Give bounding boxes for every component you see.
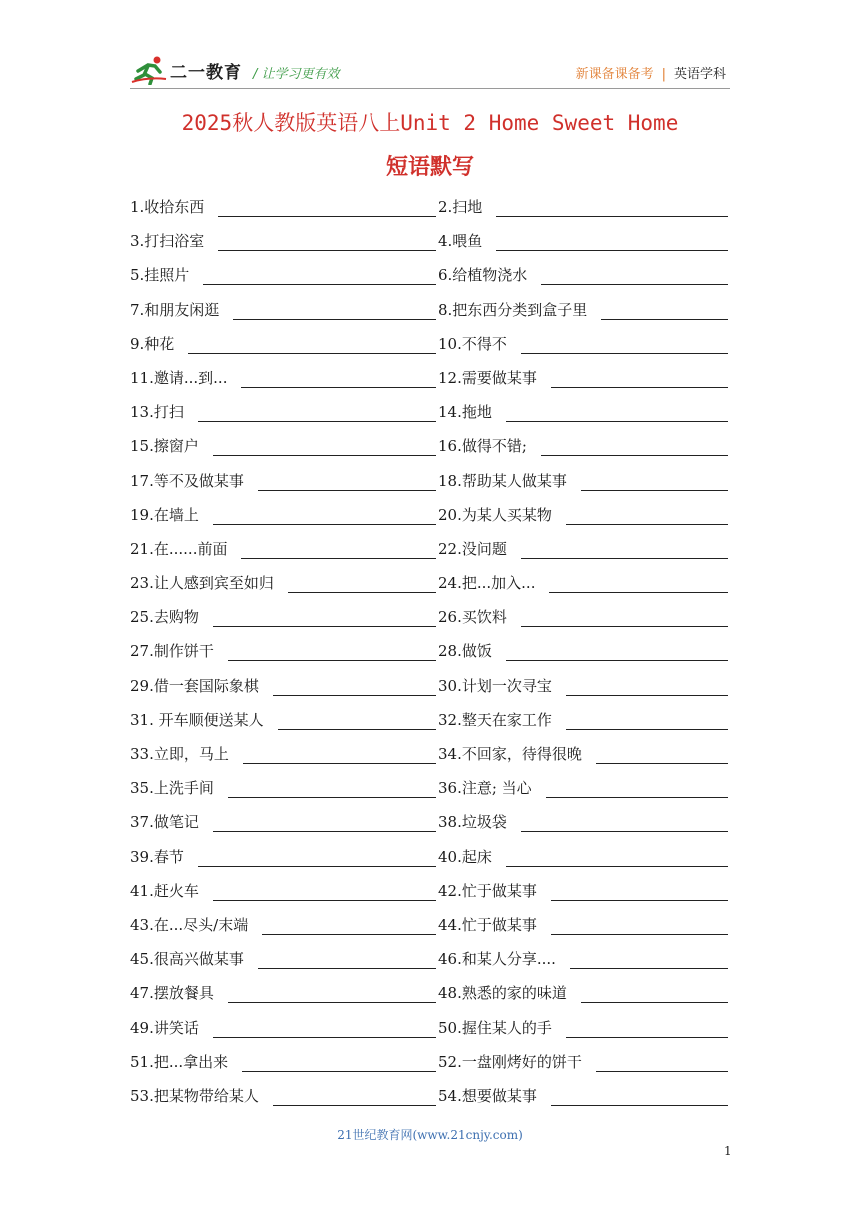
phrase-label: 46.和某人分享.... xyxy=(438,950,556,969)
answer-blank[interactable] xyxy=(273,680,436,696)
answer-blank[interactable] xyxy=(546,782,728,798)
phrase-row xyxy=(130,807,730,841)
answer-blank[interactable] xyxy=(241,372,436,388)
phrase-item xyxy=(438,811,728,832)
phrase-item xyxy=(438,846,728,867)
phrase-item xyxy=(438,880,728,901)
phrase-item xyxy=(438,709,728,730)
phrase-row xyxy=(130,568,730,602)
phrase-label: 54.想要做某事 xyxy=(438,1086,537,1105)
phrase-item xyxy=(438,777,728,798)
answer-blank[interactable] xyxy=(496,235,728,251)
phrase-row xyxy=(130,1013,730,1047)
phrase-item xyxy=(438,640,728,661)
answer-blank[interactable] xyxy=(521,338,728,354)
phrase-label: 11.邀请...到... xyxy=(130,368,228,387)
phrase-item xyxy=(438,606,728,627)
phrase-item xyxy=(130,880,436,901)
phrase-item xyxy=(130,948,436,969)
answer-blank[interactable] xyxy=(228,782,436,798)
phrase-row xyxy=(130,397,730,431)
phrase-row xyxy=(130,636,730,670)
answer-blank[interactable] xyxy=(521,611,728,627)
phrase-item xyxy=(438,333,728,354)
phrase-label: 53.把某物带给某人 xyxy=(130,1086,259,1105)
answer-blank[interactable] xyxy=(566,1022,728,1038)
phrase-label: 39.春节 xyxy=(130,847,184,866)
answer-blank[interactable] xyxy=(198,406,436,422)
phrase-item xyxy=(130,1017,436,1038)
phrase-item xyxy=(130,299,436,320)
answer-blank[interactable] xyxy=(596,748,728,764)
answer-blank[interactable] xyxy=(506,851,728,867)
header-subject xyxy=(576,63,726,82)
phrase-item xyxy=(438,470,728,491)
answer-blank[interactable] xyxy=(203,269,436,285)
phrase-label: 4.喂鱼 xyxy=(438,232,483,251)
phrase-row xyxy=(130,329,730,363)
phrase-row xyxy=(130,192,730,226)
answer-blank[interactable] xyxy=(551,1090,728,1106)
answer-blank[interactable] xyxy=(213,816,436,832)
phrase-label: 25.去购物 xyxy=(130,608,199,627)
phrase-item xyxy=(438,982,728,1003)
phrase-label: 7.和朋友闲逛 xyxy=(130,300,220,319)
phrase-label: 3.打扫浴室 xyxy=(130,232,205,251)
phrase-label: 29.借一套国际象棋 xyxy=(130,676,259,695)
phrase-row xyxy=(130,671,730,705)
phrase-label: 1.收拾东西 xyxy=(130,198,205,216)
phrase-item xyxy=(438,367,728,388)
phrase-item xyxy=(130,982,436,1003)
answer-blank[interactable] xyxy=(288,577,436,593)
phrase-item xyxy=(130,504,436,525)
phrase-item xyxy=(438,948,728,969)
phrase-label: 18.帮助某人做某事 xyxy=(438,471,567,490)
phrase-item xyxy=(438,230,728,251)
phrase-item xyxy=(438,299,728,320)
phrase-label: 37.做笔记 xyxy=(130,813,199,832)
phrase-label: 21.在......前面 xyxy=(130,539,228,558)
phrase-label: 19.在墙上 xyxy=(130,505,199,524)
phrase-item xyxy=(438,401,728,422)
header-rule xyxy=(130,88,730,89)
phrase-item xyxy=(130,196,436,217)
answer-blank[interactable] xyxy=(506,406,728,422)
phrase-label: 8.把东西分类到盒子里 xyxy=(438,300,588,319)
answer-blank[interactable] xyxy=(242,1056,436,1072)
phrase-row xyxy=(130,773,730,807)
page-header xyxy=(130,55,730,91)
phrase-label: 27.制作饼干 xyxy=(130,642,214,661)
phrase-row xyxy=(130,910,730,944)
phrase-item xyxy=(130,230,436,251)
phrase-item xyxy=(130,709,436,730)
phrase-label: 51.把...拿出来 xyxy=(130,1052,229,1071)
slogan: / 让学习更有效 xyxy=(253,67,340,82)
answer-blank[interactable] xyxy=(228,987,436,1003)
phrase-label: 45.很高兴做某事 xyxy=(130,950,244,969)
logo xyxy=(130,55,242,85)
answer-blank[interactable] xyxy=(213,611,436,627)
phrase-label: 22.没问题 xyxy=(438,539,507,558)
answer-blank[interactable] xyxy=(581,475,728,491)
answer-blank[interactable] xyxy=(243,748,436,764)
phrase-label: 32.整天在家工作 xyxy=(438,710,552,729)
answer-blank[interactable] xyxy=(273,1090,436,1106)
phrase-row xyxy=(130,978,730,1012)
phrase-item xyxy=(130,675,436,696)
phrase-label: 20.为某人买某物 xyxy=(438,505,552,524)
phrase-row xyxy=(130,260,730,294)
footer-source: 21世纪教育网(www.21cnjy.com) xyxy=(337,1128,523,1142)
answer-blank[interactable] xyxy=(551,919,728,935)
answer-blank[interactable] xyxy=(228,645,436,661)
answer-blank[interactable] xyxy=(258,953,436,969)
phrase-label: 47.摆放餐具 xyxy=(130,984,214,1003)
answer-blank[interactable] xyxy=(581,987,728,1003)
phrase-item xyxy=(438,743,728,764)
phrase-item xyxy=(438,675,728,696)
phrase-label: 42.忙于做某事 xyxy=(438,881,537,900)
answer-blank[interactable] xyxy=(596,1056,728,1072)
phrase-item xyxy=(130,606,436,627)
phrase-item xyxy=(130,640,436,661)
answer-blank[interactable] xyxy=(521,543,728,559)
answer-blank[interactable] xyxy=(218,235,436,251)
phrase-label: 28.做饭 xyxy=(438,642,492,661)
phrase-item xyxy=(130,435,436,456)
phrase-row xyxy=(130,466,730,500)
phrase-item xyxy=(130,367,436,388)
phrase-row xyxy=(130,534,730,568)
phrase-label: 23.让人感到宾至如归 xyxy=(130,574,274,593)
header-prep-label: 新课备课备考 xyxy=(575,67,654,82)
phrase-label: 16.做得不错; xyxy=(438,437,527,456)
phrase-label: 14.拖地 xyxy=(438,403,492,422)
phrase-row xyxy=(130,705,730,739)
answer-blank[interactable] xyxy=(213,440,436,456)
answer-blank[interactable] xyxy=(506,645,728,661)
phrase-row xyxy=(130,842,730,876)
phrase-label: 24.把...加入... xyxy=(438,574,536,593)
phrase-row xyxy=(130,944,730,978)
phrase-label: 44.忙于做某事 xyxy=(438,915,537,934)
phrase-item xyxy=(438,1017,728,1038)
answer-blank[interactable] xyxy=(551,372,728,388)
phrase-item xyxy=(130,1051,436,1072)
phrase-row xyxy=(130,1081,730,1115)
document-subtitle: 短语默写 xyxy=(385,155,474,180)
phrase-item xyxy=(438,572,728,593)
phrase-item xyxy=(130,401,436,422)
answer-blank[interactable] xyxy=(541,440,728,456)
phrase-label: 52.一盘刚烤好的饼干 xyxy=(438,1052,582,1071)
phrase-item xyxy=(438,914,728,935)
phrase-item xyxy=(130,470,436,491)
phrase-row xyxy=(130,363,730,397)
phrase-label: 5.挂照片 xyxy=(130,266,190,285)
phrase-label: 9.种花 xyxy=(130,334,175,353)
phrase-label: 31. 开车顺便送某人 xyxy=(130,710,264,729)
answer-blank[interactable] xyxy=(549,577,728,593)
answer-blank[interactable] xyxy=(601,304,728,320)
answer-blank[interactable] xyxy=(258,475,436,491)
answer-blank[interactable] xyxy=(218,201,436,217)
answer-blank[interactable] xyxy=(262,919,436,935)
phrase-label: 35.上洗手间 xyxy=(130,779,214,798)
phrase-row xyxy=(130,295,730,329)
phrase-label: 2.扫地 xyxy=(438,198,483,216)
phrase-item xyxy=(130,264,436,285)
phrase-item xyxy=(130,333,436,354)
answer-blank[interactable] xyxy=(551,885,728,901)
answer-blank[interactable] xyxy=(278,714,436,730)
phrase-row xyxy=(130,876,730,910)
phrase-label: 13.打扫 xyxy=(130,403,184,422)
phrase-label: 38.垃圾袋 xyxy=(438,813,507,832)
answer-blank[interactable] xyxy=(566,714,728,730)
phrase-label: 50.握住某人的手 xyxy=(438,1018,552,1037)
phrase-label: 10.不得不 xyxy=(438,334,507,353)
phrase-list xyxy=(130,192,730,1115)
phrase-label: 40.起床 xyxy=(438,847,492,866)
answer-blank[interactable] xyxy=(566,680,728,696)
phrase-row xyxy=(130,739,730,773)
phrase-item xyxy=(130,743,436,764)
answer-blank[interactable] xyxy=(241,543,436,559)
phrase-item xyxy=(438,1085,728,1106)
phrase-label: 49.讲笑话 xyxy=(130,1018,199,1037)
phrase-item xyxy=(438,196,728,217)
page-number: 1 xyxy=(724,1144,732,1158)
phrase-label: 34.不回家，待得很晚 xyxy=(438,745,582,763)
phrase-item xyxy=(130,811,436,832)
phrase-item xyxy=(130,1085,436,1106)
phrase-row xyxy=(130,226,730,260)
phrase-label: 33.立即，马上 xyxy=(130,745,229,763)
phrase-row xyxy=(130,431,730,465)
answer-blank[interactable] xyxy=(213,1022,436,1038)
phrase-item xyxy=(438,264,728,285)
answer-blank[interactable] xyxy=(541,269,728,285)
answer-blank[interactable] xyxy=(570,953,728,969)
phrase-item xyxy=(130,777,436,798)
phrase-row xyxy=(130,500,730,534)
answer-blank[interactable] xyxy=(521,816,728,832)
answer-blank[interactable] xyxy=(213,885,436,901)
phrase-row xyxy=(130,1047,730,1081)
document-title: 2025秋人教版英语八上Unit 2 Home Sweet Home xyxy=(181,111,679,135)
phrase-label: 12.需要做某事 xyxy=(438,368,537,387)
phrase-item xyxy=(438,538,728,559)
phrase-item xyxy=(438,435,728,456)
runner-logo-icon xyxy=(130,55,168,85)
phrase-item xyxy=(130,572,436,593)
answer-blank[interactable] xyxy=(566,509,728,525)
phrase-item xyxy=(130,914,436,935)
phrase-item xyxy=(438,504,728,525)
phrase-label: 30.计划一次寻宝 xyxy=(438,676,552,695)
answer-blank[interactable] xyxy=(496,201,728,217)
phrase-item xyxy=(130,846,436,867)
phrase-label: 6.给植物浇水 xyxy=(438,266,528,285)
phrase-item xyxy=(438,1051,728,1072)
phrase-label: 26.买饮料 xyxy=(438,608,507,627)
phrase-label: 17.等不及做某事 xyxy=(130,471,244,490)
phrase-label: 48.熟悉的家的味道 xyxy=(438,984,567,1003)
phrase-label: 36.注意; 当心 xyxy=(438,779,532,798)
answer-blank[interactable] xyxy=(198,851,436,867)
header-separator: | xyxy=(661,67,666,82)
phrase-label: 15.擦窗户 xyxy=(130,437,199,456)
phrase-row xyxy=(130,602,730,636)
phrase-item xyxy=(130,538,436,559)
phrase-label: 43.在...尽头/末端 xyxy=(130,915,249,934)
answer-blank[interactable] xyxy=(188,338,436,354)
logo-text: 二一教育 xyxy=(170,62,242,83)
answer-blank[interactable] xyxy=(233,304,436,320)
answer-blank[interactable] xyxy=(213,509,436,525)
phrase-label: 41.赶火车 xyxy=(130,881,199,900)
header-subject-label: 英语学科 xyxy=(673,67,726,82)
